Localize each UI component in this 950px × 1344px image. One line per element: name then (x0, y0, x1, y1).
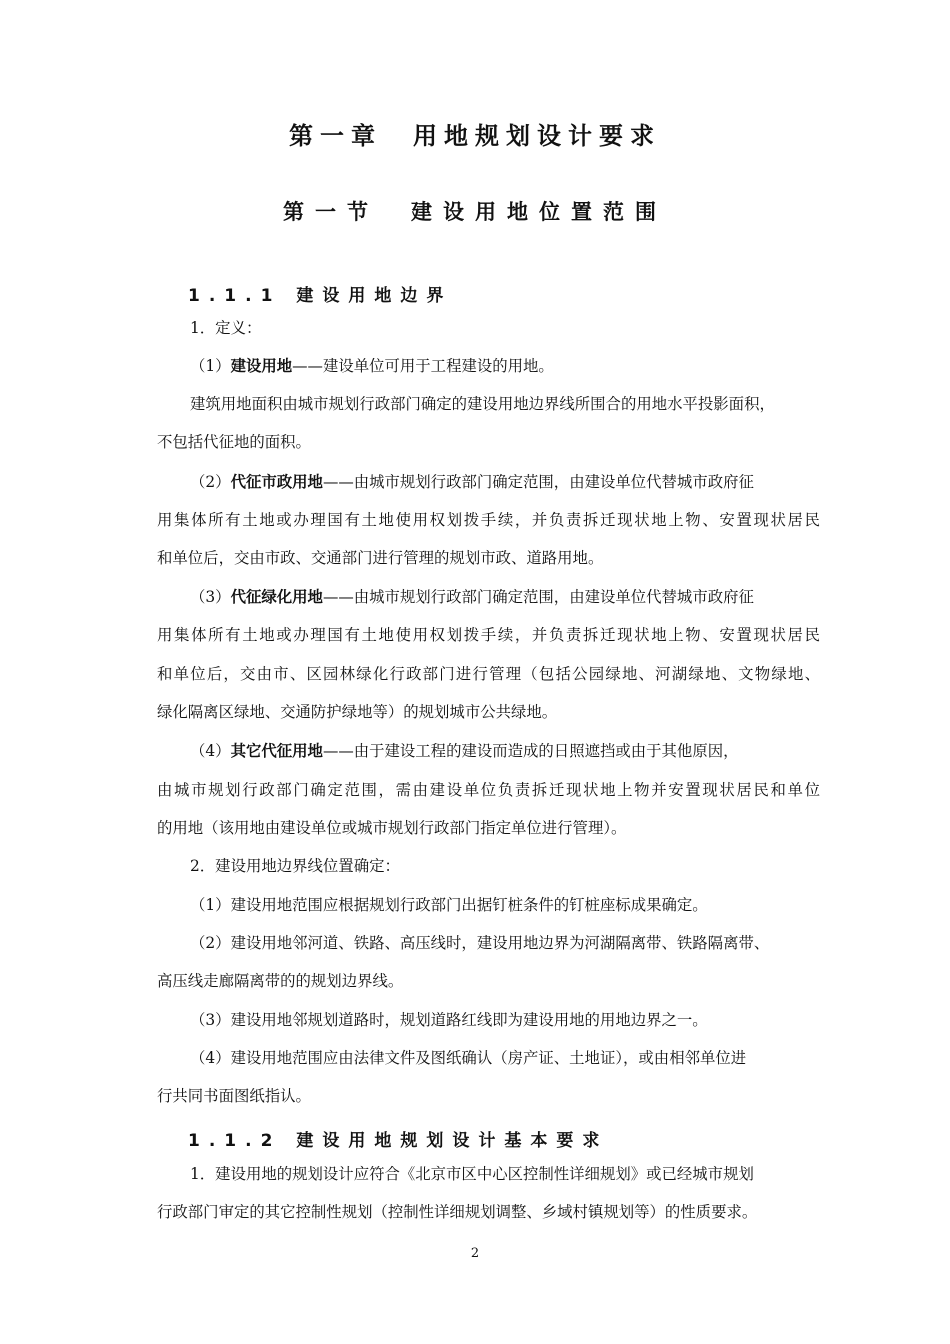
definition-item-4 (190, 741, 739, 761)
term: 代征绿化用地 (230, 588, 323, 606)
chapter-title: 第一章 用地规划设计要求 (289, 122, 661, 150)
paragraph-line: 行共同书面图纸指认。 (157, 1087, 311, 1105)
term: 其它代征用地 (230, 742, 323, 760)
paragraph-line: 行政部门审定的其它控制性规划（控制性详细规划调整、乡域村镇规划等）的性质要求。 (157, 1203, 758, 1221)
boundary-item-4: （4）建设用地范围应由法律文件及图纸确认（房产证、土地证），或由相邻单位进 (190, 1049, 747, 1067)
paragraph-line: 不包括代征地的面积。 (157, 433, 311, 451)
definition-label: 1．定义： (190, 319, 262, 337)
term: 代征市政用地 (230, 473, 323, 491)
boundary-item-2: （2）建设用地邻河道、铁路、高压线时，建设用地边界为河湖隔离带、铁路隔离带、 (190, 934, 770, 952)
definition-item-2 (190, 472, 754, 492)
item-number: （3） (190, 588, 231, 606)
definition-item-1 (190, 356, 554, 376)
definition-item-3 (190, 587, 754, 607)
paragraph-line: 的用地（该用地由建设单位或城市规划行政部门指定单位进行管理）。 (157, 819, 627, 837)
paragraph-line: 由城市规划行政部门确定范围，需由建设单位负责拆迁现状地上物并安置现状居民和单位 (157, 781, 820, 799)
item-number: （1） (190, 357, 231, 375)
paragraph-line: 绿化隔离区绿地、交通防护绿地等）的规划城市公共绿地。 (157, 703, 558, 721)
paragraph-line: 和单位后，交由市政、交通部门进行管理的规划市政、道路用地。 (157, 549, 604, 567)
paragraph-line: 用集体所有土地或办理国有土地使用权划拨手续，并负责拆迁现状地上物、安置现状居民 (157, 626, 820, 644)
definition-text: ——由城市规划行政部门确定范围，由建设单位代替城市政府征 (322, 473, 754, 491)
item-number: （4） (190, 742, 231, 760)
item-number: （2） (190, 473, 231, 491)
paragraph-line: 建筑用地面积由城市规划行政部门确定的建设用地边界线所围合的用地水平投影面积， (190, 395, 775, 413)
section-title: 第一节 建设用地位置范围 (283, 200, 667, 224)
paragraph-line: 高压线走廊隔离带的的规划边界线。 (157, 972, 404, 990)
boundary-item-1: （1）建设用地范围应根据规划行政部门出据钉桩条件的钉桩座标成果确定。 (190, 896, 708, 914)
subsection-heading-1-1-1: 1.1.1 建设用地边界 (188, 286, 453, 306)
paragraph-line: 和单位后，交由市、区园林绿化行政部门进行管理（包括公园绿地、河湖绿地、文物绿地、 (157, 665, 820, 683)
page-number: 2 (470, 1246, 480, 1261)
requirement-item-1: 1．建设用地的规划设计应符合《北京市区中心区控制性详细规划》或已经城市规划 (190, 1165, 754, 1183)
definition-text: ——建设单位可用于工程建设的用地。 (292, 357, 554, 375)
definition-text: ——由于建设工程的建设而造成的日照遮挡或由于其他原因， (322, 742, 739, 760)
boundary-label: 2．建设用地边界线位置确定： (190, 857, 400, 875)
definition-text: ——由城市规划行政部门确定范围，由建设单位代替城市政府征 (322, 588, 754, 606)
paragraph-line: 用集体所有土地或办理国有土地使用权划拨手续，并负责拆迁现状地上物、安置现状居民 (157, 511, 820, 529)
subsection-heading-1-1-2: 1.1.2 建设用地规划设计基本要求 (188, 1131, 609, 1151)
term: 建设用地 (230, 357, 293, 375)
boundary-item-3: （3）建设用地邻规划道路时，规划道路红线即为建设用地的用地边界之一。 (190, 1011, 708, 1029)
